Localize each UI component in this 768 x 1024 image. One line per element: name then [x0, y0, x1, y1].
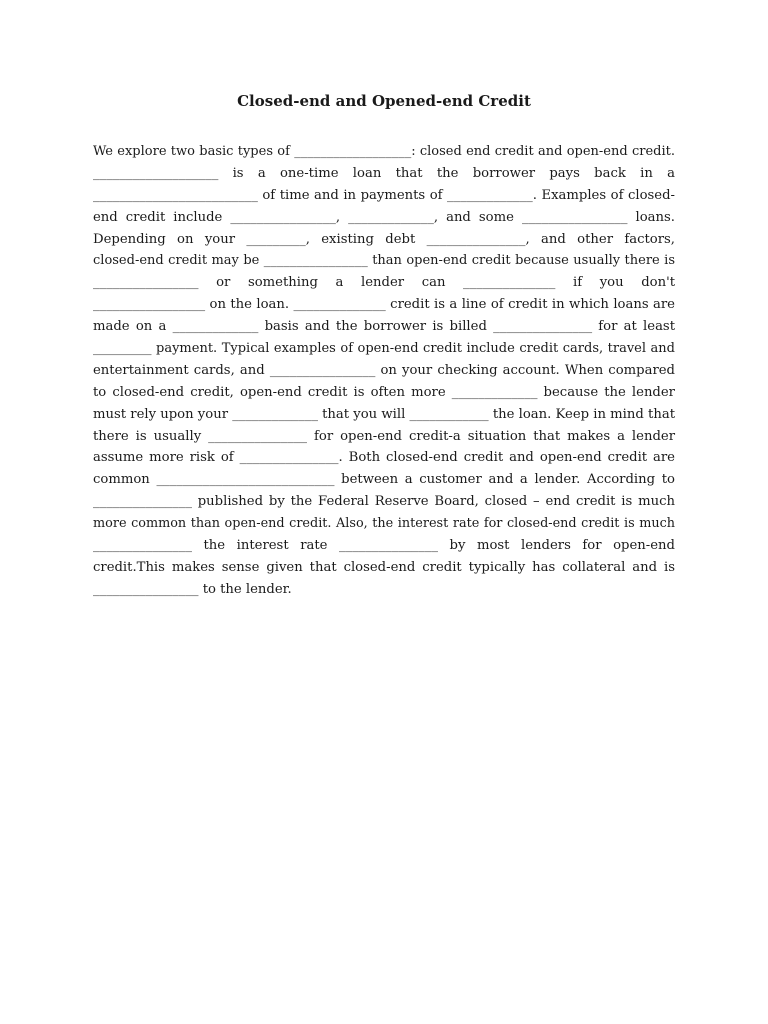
body-line: _________ payment. Typical examples of open-end credit include credit cards, travel and: [93, 341, 675, 357]
body-line: made on a _____________ basis and the borrower is billed _______________ for at least: [93, 319, 675, 335]
body-line: ________________ or something a lender can ______________ if you don't: [93, 275, 675, 291]
body-line: credit.This makes sense given that closed-end credit typically has collateral and is: [93, 559, 675, 575]
body-line: _________________ on the loan. ______________ credit is a line of credit in which loans are: [93, 297, 675, 313]
body-line: Depending on your _________, existing debt _______________, and other factors,: [93, 231, 675, 247]
body-line: common ___________________________ between a customer and a lender. According to: [93, 472, 675, 488]
body-line: there is usually _______________ for open-end credit-a situation that makes a lender: [93, 428, 675, 444]
body-line: ________________ to the lender.: [93, 581, 292, 597]
document-body: [93, 141, 675, 601]
body-line: to closed-end credit, open-end credit is often more _____________ because the lender: [93, 384, 675, 400]
body-line: entertainment cards, and ________________ on your checking account. When compared: [93, 362, 675, 378]
body-line: more common than open-end credit. Also, the interest rate for closed-end credit is much: [93, 516, 675, 532]
body-line: ___________________ is a one-time loan that the borrower pays back in a: [93, 165, 675, 181]
body-line: We explore two basic types of __________________: closed end credit and open-end credit.: [93, 144, 675, 159]
body-line: _______________ published by the Federal Reserve Board, closed – end credit is much: [93, 494, 675, 510]
body-line: end credit include ________________, _____________, and some ________________ loans.: [93, 209, 675, 225]
body-line: must rely upon your _____________ that you will ____________ the loan. Keep in mind that: [93, 406, 675, 422]
body-line: _______________ the interest rate _______________ by most lenders for open-end: [93, 538, 675, 554]
body-line: assume more risk of _______________. Both closed-end credit and open-end credit are: [93, 450, 675, 466]
document-title: Closed-end and Opened-end Credit: [237, 92, 531, 110]
body-line: closed-end credit may be ________________ than open-end credit because usually there is: [93, 253, 675, 269]
body-line: _________________________ of time and in payments of _____________. Examples of closed-: [93, 187, 675, 203]
